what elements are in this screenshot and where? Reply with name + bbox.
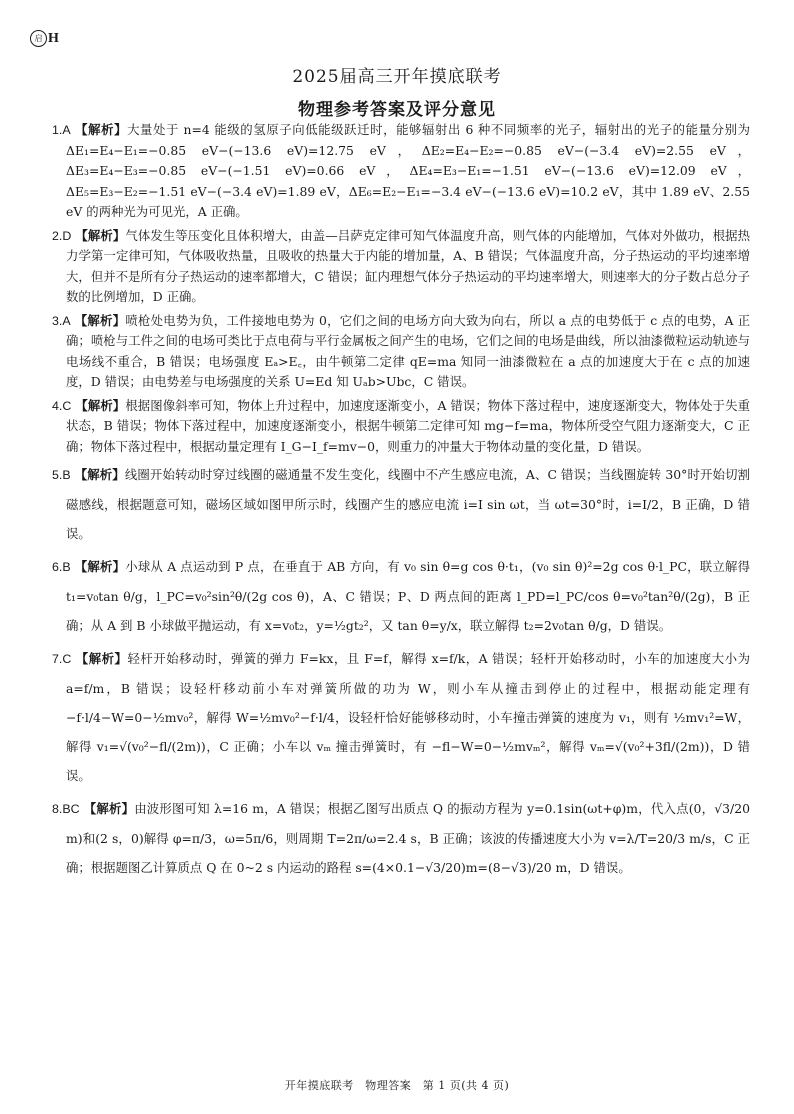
analysis-tag: 【解析】 [75,227,126,243]
answer-item [52,460,750,548]
analysis-tag: 【解析】 [75,122,128,137]
analysis-text: 大量处于 n=4 能级的氢原子向低能级跃迁时，能够辐射出 6 种不同频率的光子，辐射出的光子的能量分别为 ΔE₁=E₄−E₁=−0.85 eV−(−13.6 eV)=12.75 eV，ΔE₂=E₄−E₂=−0.85 eV−(−3.4 eV)=2.55 eV，ΔE₃=E₄−E₃=−0.85 eV−(−1.51 eV)=0.66 eV，ΔE₄=E₃−E₁=−1.51 eV−(−13.6 eV)=12.09 eV，ΔE₅=E₃−E₂=−1.51 eV−(−3.4 eV)=1.89 eV，ΔE₆=E₂−E₁=−3.4 eV−(−13.6 eV)=10.2 eV，其中 1.89 eV、2.55 eV 的两种光为可见光，A 正确。 [66,122,750,219]
analysis-tag: 【解析】 [74,312,126,328]
analysis-tag: 【解析】 [74,467,125,482]
answer-key: 4.C [52,398,72,413]
page-footer: 开年摸底联考 物理答案 第 1 页(共 4 页) [284,1079,510,1092]
analysis-text: 小球从 A 点运动到 P 点，在垂直于 AB 方向，有 v₀ sin θ=g cos θ·t₁，(v₀ sin θ)²=2g cos θ·l_PC，联立解得 t₁=v₀tan θ/g，l_PC=v₀²sin²θ/(2g cos θ)，A、C 错误；P、D 两点间的距离 l_PD=l_PC/cos θ=v₀²tan²θ/(2g)，B 正确；从 A 到 B 小球做平抛运动，有 x=v₀t₂，y=½gt₂²，又 tan θ=y/x，联立解得 t₂=2v₀tan θ/g，D 错误。 [66,559,750,633]
answer-item [52,311,750,393]
answer-key: 3.A [52,313,71,328]
answer-item [52,552,750,640]
answer-item [52,644,750,790]
answer-key: 2.D [52,228,72,243]
analysis-text: 气体发生等压变化且体积增大，由盖—吕萨克定律可知气体温度升高，则气体的内能增加，气体对外做功，根据热力学第一定律可知，气体吸收热量，且吸收的热量大于内能的增加量，A、B 错误；气体温度升高，分子热运动的平均速率增大，但并不是所有分子热运动的速率都增大，C 错误；缸内理想气体分子热运动的平均速率增大，则速率大的分子数占总分子数的比例增加，D 正确。 [66,227,750,304]
analysis-tag: 【解析】 [75,397,126,413]
exam-title: 2025届高三开年摸底联考 [292,67,502,87]
answer-key: 1.A [52,123,71,137]
header [0,62,794,120]
corner-ring-icon: 启 [30,30,47,47]
corner-letter: H [48,30,59,46]
answer-key: 6.B [52,560,71,574]
analysis-text: 线圈开始转动时穿过线圈的磁通量不发生变化，线圈中不产生感应电流，A、C 错误；当线圈旋转 30°时开始切割磁感线，根据题意可知，磁场区域如图甲所示时，线圈产生的感应电流 i=I sin ωt，当 ωt=30°时，i=I/2，B 正确，D 错误。 [66,467,750,541]
answer-list [52,120,750,886]
analysis-tag: 【解析】 [75,651,128,666]
answer-item [52,396,750,458]
analysis-text: 根据图像斜率可知，物体上升过程中，加速度逐渐变小，A 错误；物体下落过程中，速度逐渐变大，物体处于失重状态，B 错误；物体下落过程中，加速度逐渐变小，根据牛顿第二定律可知 mg−f=ma，物体所受空气阻力逐渐变大，C 正确；物体下落过程中，根据动量定理有 I_G−I_f=mv−0，则重力的冲量大于物体动量的变化量，D 错误。 [66,397,751,454]
corner-mark [30,30,59,47]
analysis-text: 喷枪处电势为负，工件接地电势为 0，它们之间的电场方向大致为向右，所以 a 点的电势低于 c 点的电势，A 正确；喷枪与工件之间的电场可类比于点电荷与平行金属板之间产生的电场，它们之间的电场是曲线，所以油漆微粒运动轨迹与电场线不重合，B 错误；电场强度 Eₐ>E꜀，由牛顿第二定律 qE=ma 知同一油漆微粒在 a 点的加速度大于在 c 点的加速度，D 错误；由电势差与电场强度的关系 U=Ed 知 Uₐb>Ubc，C 错误。 [66,312,750,389]
doc-subtitle: 物理参考答案及评分意见 [298,100,496,120]
answer-item [52,226,750,308]
analysis-text: 轻杆开始移动时，弹簧的弹力 F=kx，且 F=f，解得 x=f/k，A 错误；轻杆开始移动时，小车的加速度大小为 a=f/m，B 错误；设轻杆移动前小车对弹簧所做的功为 W，则小车从撞击到停止的过程中，根据动能定理有 −f·l/4−W=0−½mv₀²，解得 W=½mv₀²−f·l/4，设轻杆恰好能够移动时，小车撞击弹簧的速度为 v₁，则有 ½mv₁²=W，解得 v₁=√(v₀²−fl/(2m))，C 正确；小车以 vₘ 撞击弹簧时，有 −fl−W=0−½mvₘ²，解得 vₘ=√(v₀²+3fl/(2m))，D 错误。 [66,651,750,783]
answer-key: 8.BC [52,802,80,816]
answer-key: 5.B [52,468,71,482]
answer-item [52,120,750,223]
analysis-tag: 【解析】 [74,559,126,574]
answer-item [52,794,750,882]
answer-key: 7.C [52,652,72,666]
analysis-text: 由波形图可知 λ=16 m，A 错误；根据乙图写出质点 Q 的振动方程为 y=0.1sin(ωt+φ)m，代入点(0，√3/20 m)和(2 s，0)解得 φ=π/3，ω=5π/6，则周期 T=2π/ω=2.4 s，B 正确；该波的传播速度大小为 v=λ/T=20/3 m/s，C 正确；根据题图乙计算质点 Q 在 0~2 s 内运动的路程 s=(4×0.1−√3/20)m=(8−√3)/20 m，D 错误。 [66,801,750,875]
analysis-tag: 【解析】 [83,801,135,816]
